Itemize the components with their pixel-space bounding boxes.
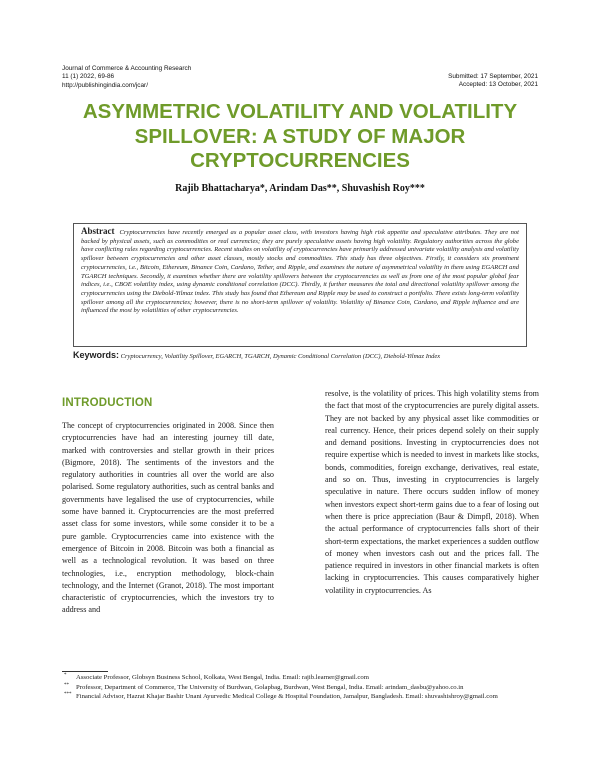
introduction-left-column: The concept of cryptocurrencies originated in 2008. Since then cryptocurrencies have had an interesting journey till date, marked with controversies and stellar growth in their prices (Bigmore, 2018). The sentiments of the investors and the regulatory authorities in countries all over the world are also polarised. Some regulatory authorities, such as central banks and governments have legalised the use of cryptocurrencies, while some have banned it. Cryptocurrencies are the most preferred asset class for some investors, while some consider it to be a pure gamble. Cryptocurrencies came into existence with the emergence of Bitcoin in 2008. Bitcoin was both a financial as well as a technological revolution. It was based on three technologies, i.e., encryption methodology, block-chain technology, and the Internet (Granot, 2018). The most important characteristic of cryptocurrencies, which the investors try to address and: [62, 421, 274, 615]
footnote-text: Professor, Department of Commerce, The University of Burdwan, Golapbag, Burdwan, West Bengal, India. Email: arindam_dasbu@yahoo.co.in: [76, 683, 464, 691]
footnote-mark: ***: [64, 692, 72, 698]
authors: Rajib Bhattacharya*, Arindam Das**, Shuvashish Roy***: [175, 183, 425, 194]
abstract-box: [73, 223, 527, 347]
footnote-text: Associate Professor, Globsyn Business School, Kolkata, West Bengal, India. Email: rajib.learner@gmail.com: [76, 674, 369, 681]
submission-dates: [448, 73, 538, 90]
footnote-divider: [62, 671, 108, 672]
introduction-right-column: resolve, is the volatility of prices. This high volatility stems from the fact that most of the cryptocurrencies are purely digital assets. They are not backed by any physical asset like commodities or real currency. Hence, their prices depend solely on their supply and demand positions. Investing in cryptocurrencies does not require expertise which is needed to invest in markets like stocks, bonds, commodities, foreign exchange, derivatives, real estate, and so on. Thus, investing in cryptocurrencies is largely speculative in nature. There occurs sudden inflow of money when investors expect short-term gains due to a fear of losing out when there is price appreciation (Baur & Dimpfl, 2018). When the actual performance of cryptocurrencies falls short of their short-term expectations, the market experiences a sudden outflow of money when investors cash out and the prices fall. The patience required in investors in other financial markets is often lacking in cryptocurrencies. This causes comparatively higher volatility in cryptocurrencies. As: [325, 389, 539, 595]
abstract: [81, 227, 519, 316]
footnote-2: [62, 683, 542, 693]
footnotes: [62, 673, 542, 702]
journal-url[interactable]: http://publishingindia.com/jcar/: [62, 81, 148, 89]
paper-title: ASYMMETRIC VOLATILITY AND VOLATILITY SPILLOVER: A STUDY OF MAJOR CRYPTOCURRENCIES: [82, 100, 518, 173]
submitted-date: Submitted: 17 September, 2021: [448, 73, 538, 80]
keywords: [73, 350, 533, 360]
introduction-heading: INTRODUCTION: [62, 397, 153, 409]
keywords-label: Keywords:: [73, 350, 120, 360]
journal-name: Journal of Commerce & Accounting Research: [62, 65, 192, 72]
journal-info: [62, 65, 191, 90]
accepted-date: Accepted: 13 October, 2021: [458, 81, 538, 89]
abstract-label: Abstract: [81, 226, 115, 236]
footnote-3: [62, 692, 542, 702]
abstract-text: Cryptocurrencies have recently emerged as a popular asset class, with investors having high risk appetite and speculative attributes. They are not backed by physical assets, such as commodities or real currencies; they are purely speculative assets having high volatility. Regulatory authorities across the globe have conflicting rules regarding cryptocurrencies. Recent studies on volatility of cryptocurrencies have primarily addressed univariate volatility analysis and volatility spillover between cryptocurrencies and other asset classes, mostly stocks and commodities. This study has three objectives. Firstly, it considers six prominent cryptocurrencies, i.e., Bitcoin, Ethereum, Binance Coin, Cardano, Tether, and Ripple, and examines the nature of asymmetrical volatility in them using EGARCH and TGARCH techniques. Secondly, it examines whether there are volatility spillovers between the cryptocurrencies as well as from one of the most popular global fear indices, i.e., CBOE volatility index, using dynamic conditional correlation (DCC). Thirdly, it further measures the total and directional volatility spillover among the cryptocurrencies using the Diebold-Yilmaz index. This study has found that Ethereum and Ripple may be used to construct a portfolio. There exists long-term volatility spillover among all the cryptocurrencies; however, there is no short-term spillover of volatility. Volatility of Binance Coin, Cardano, and Ripple influence and are influenced the most by volatilities of other cryptocurrencies.: [81, 229, 519, 315]
journal-volume: 11 (1) 2022, 69-86: [62, 73, 115, 81]
footnote-mark: **: [64, 682, 69, 688]
footnote-text: Financial Advisor, Hazrat Khajar Bashir Unani Ayurvedic Medical College & Hospital Foundation, Jamalpur, Bangladesh. Email: shuvashishroy@gmail.com: [76, 693, 498, 701]
keywords-text: Cryptocurrency, Volatility Spillover, EGARCH, TGARCH, Dynamic Conditional Correlation (DCC), Diebold-Yilmaz Index: [120, 353, 441, 360]
footnote-1: [62, 673, 542, 683]
footnote-mark: *: [64, 673, 67, 678]
